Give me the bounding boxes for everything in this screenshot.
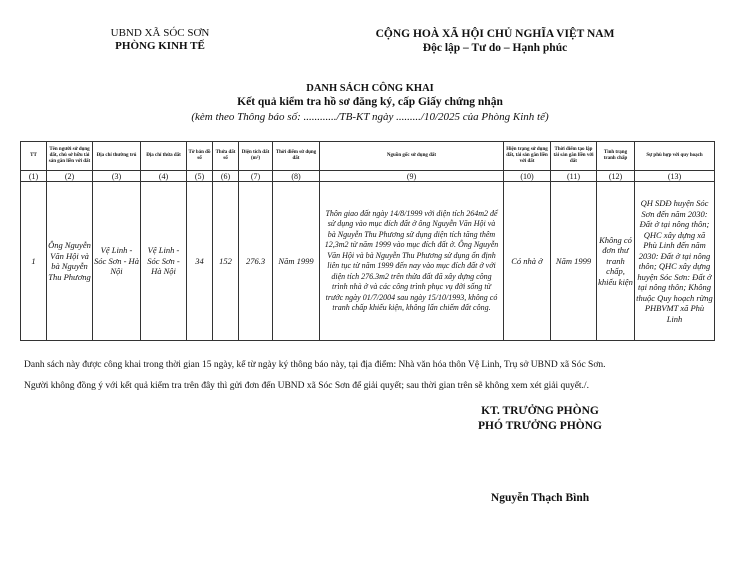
note-objection: Người không đồng ý với kết quả kiểm tra trên đây thì gửi đơn đến UBND xã Sóc Sơn để giải quyết; sau thời gian trên sẽ không xem xét giải quyết./. (24, 381, 589, 391)
column-number: (5) (187, 171, 213, 182)
column-header: Địa chỉ thửa đất (141, 142, 187, 171)
cell-map-sheet: 34 (187, 182, 213, 341)
column-number: (1) (21, 171, 47, 182)
column-number-row (21, 171, 715, 182)
cell-use-since: Năm 1999 (273, 182, 320, 341)
column-header: Thời điểm sử dụng đất (273, 142, 320, 171)
national-header (330, 27, 660, 55)
column-header: Nguồn gốc sử dụng đất (320, 142, 504, 171)
signer-name: Nguyễn Thạch Bình (490, 492, 590, 504)
signature-title: KT. TRƯỞNG PHÒNG (481, 405, 599, 417)
column-number: (7) (239, 171, 273, 182)
document-title (0, 82, 740, 125)
cell-parcel-address: Vệ Linh - Sóc Sơn - Hà Nội (141, 182, 187, 341)
cell-residence: Vệ Linh - Sóc Sơn - Hà Nội (93, 182, 141, 341)
cell-land-origin: Thôn giao đất ngày 14/8/1999 với diện tích 264m2 để sử dụng vào mục đích đất ở ông Nguyễn Văn Hội và bà Nguyễn Thu Phương sử dụng diện tích tăng thêm 12,3m2 từ năm 1999 vào mục đích đất ở. Ông Nguyễn Văn Hội và bà Nguyễn Thu Phương sử dụng ổn định liên tục từ năm 1999 đến nay vào mục đích đất ở với diện tích 276.3m2 trên thửa đất đã xây dựng công trình nhà ở và các công trình phục vụ đời sống từ trước ngày 01/7/2004 sau ngày 15/10/1993, không có tranh chấp khiếu kiện, không lấn chiếm đất công. (320, 182, 504, 341)
cell-current-status: Có nhà ở (504, 182, 551, 341)
cell-parcel-number: 152 (213, 182, 239, 341)
results-table (20, 141, 715, 341)
column-number: (6) (213, 171, 239, 182)
column-number: (4) (141, 171, 187, 182)
motto: Độc lập – Tư do – Hạnh phúc (422, 42, 568, 54)
agency-name: UBND XÃ SÓC SƠN (110, 27, 210, 39)
signature-block (430, 404, 650, 434)
notes (24, 355, 734, 397)
note-publication: Danh sách này được công khai trong thời gian 15 ngày, kể từ ngày ký thông báo này, tại địa điểm: Nhà văn hóa thôn Vệ Linh, Trụ sở UBND xã Sóc Sơn. (24, 360, 606, 370)
nation-title: CỘNG HOÀ XÃ HỘI CHỦ NGHĨA VIỆT NAM (375, 28, 615, 40)
agency-block (80, 27, 240, 53)
column-number: (13) (635, 171, 715, 182)
title-sub: Kết quả kiểm tra hồ sơ đăng ký, cấp Giấy chứng nhận (237, 96, 503, 108)
signature-position: PHÓ TRƯỞNG PHÒNG (478, 420, 602, 432)
column-header: Tờ bản đồ số (187, 142, 213, 171)
column-number: (11) (551, 171, 597, 182)
column-header: Thửa đất số (213, 142, 239, 171)
column-number: (3) (93, 171, 141, 182)
cell-index: 1 (21, 182, 47, 341)
cell-area: 276.3 (239, 182, 273, 341)
column-number: (8) (273, 171, 320, 182)
column-number: (9) (320, 171, 504, 182)
column-header: Diện tích đất (m²) (239, 142, 273, 171)
title-reference: (kèm theo Thông báo số: ............/TB-KT ngày ........./10/2025 của Phòng Kinh tế) (191, 111, 549, 123)
column-header: Tên người sử dụng đất, chủ sở hữu tài sản gắn liền với đất (47, 142, 93, 171)
column-header: Sự phù hợp với quy hoạch (635, 142, 715, 171)
cell-asset-created: Năm 1999 (551, 182, 597, 341)
cell-owner: Ông Nguyễn Văn Hội và bà Nguyễn Thu Phương (47, 182, 93, 341)
column-number: (2) (47, 171, 93, 182)
title-main: DANH SÁCH CÔNG KHAI (306, 83, 434, 94)
department-name: PHÒNG KINH TẾ (115, 40, 205, 52)
column-number: (12) (597, 171, 635, 182)
column-header: Tình trạng tranh chấp (597, 142, 635, 171)
column-header: Thời điểm tạo lập tài sản gắn liền với đất (551, 142, 597, 171)
cell-dispute-status: Không có đơn thư tranh chấp, khiếu kiện (597, 182, 635, 341)
column-header: Địa chỉ thường trú (93, 142, 141, 171)
cell-planning-compliance: QH SDĐ huyện Sóc Sơn đến năm 2030: Đất ở tại nông thôn; QHC xây dựng xã Phù Linh đến năm 2030: Đất ở tại nông thôn; QHC xây dựng huyện Sóc Sơn: Đất ở tại nông thôn; Không thuộc Quy hoạch rừng PHBVMT xã Phù Linh (635, 182, 715, 341)
column-header: Hiện trạng sử dụng đất, tài sản gắn liền với đất (504, 142, 551, 171)
column-header: TT (21, 142, 47, 171)
table-row (21, 182, 715, 341)
column-number: (10) (504, 171, 551, 182)
table-header-row (21, 142, 715, 171)
